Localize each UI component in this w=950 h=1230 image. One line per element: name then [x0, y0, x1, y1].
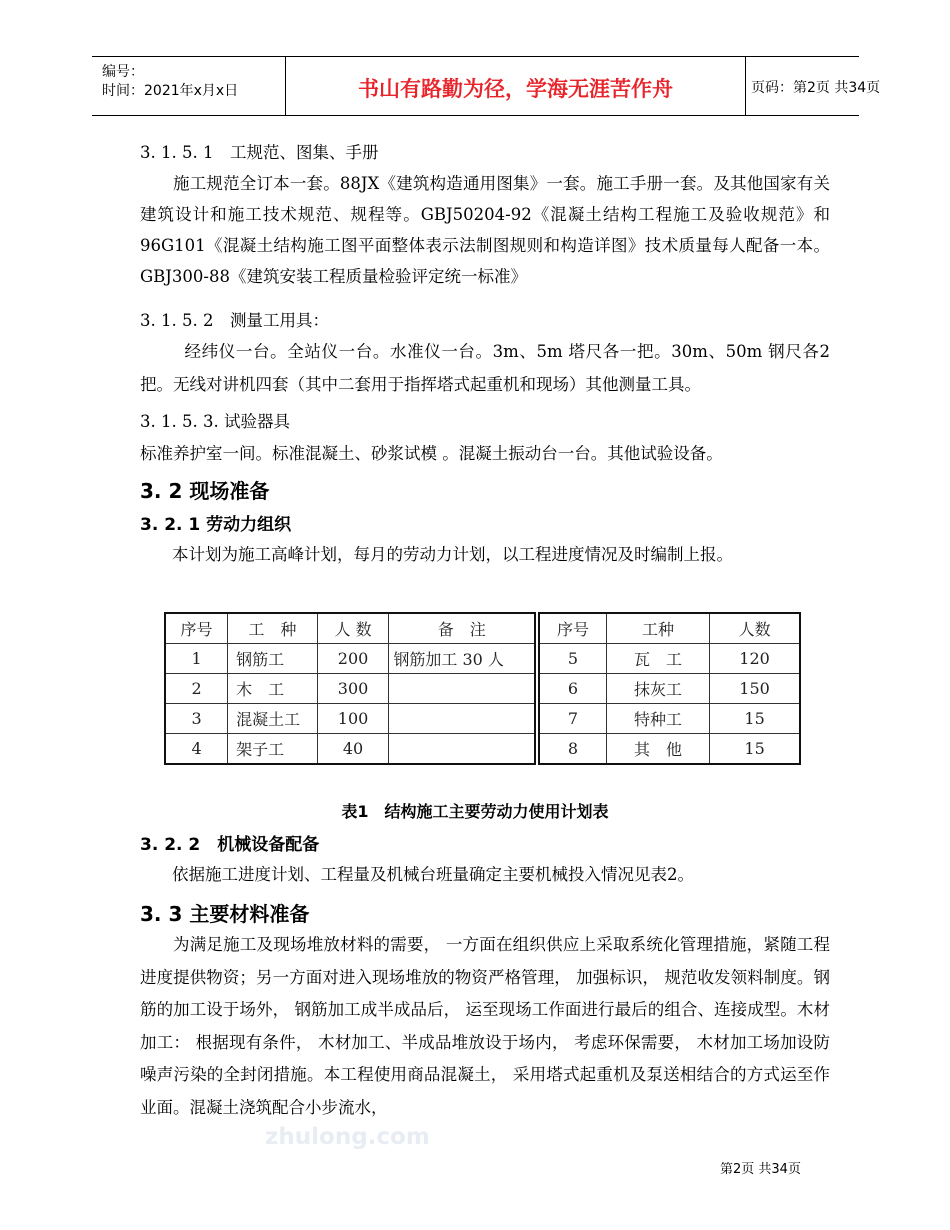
section-3153-heading: 3. 1. 5. 3. 试验器具 [140, 412, 290, 431]
table-cell: 瓦 工 [606, 644, 709, 674]
header-cell: 序号 [539, 613, 606, 644]
table-cell: 2 [165, 674, 228, 704]
section-33-heading: 3. 3 主要材料准备 [140, 902, 310, 926]
table-cell: 8 [539, 734, 606, 765]
header-cell: 人数 [710, 613, 800, 644]
table-cell: 15 [710, 704, 800, 734]
section-3151-heading: 3. 1. 5. 1 工规范、图集、手册 [140, 143, 379, 162]
header-motto-cell [285, 57, 746, 115]
table-cell: 混凝土工 [228, 704, 318, 734]
table-cell: 木 工 [228, 674, 318, 704]
table-cell: 300 [317, 674, 389, 704]
header-cell: 序号 [165, 613, 228, 644]
section-3151-paragraph: 施工规范全订本一套。88JX《建筑构造通用图集》一套。施工手册一套。及其他国家有关建筑设计和施工技术规范、规程等。GBJ50204-92《混凝土结构工程施工及验收规范》和96G101《混凝土结构施工图平面整体表示法制图规则和构造详图》技术质量每人配备一本。GBJ300-88《建筑安装工程质量检验评定统一标准》 [140, 174, 830, 286]
table-row [539, 704, 800, 734]
table-cell: 架子工 [228, 734, 318, 765]
header-cell: 备 注 [389, 613, 535, 644]
footer-page-number: 第2页 共34页 [720, 1162, 801, 1177]
section-322-paragraph: 依据施工进度计划、工程量及机械台班量确定主要机械投入情况见表2。 [172, 865, 694, 884]
table-cell: 3 [165, 704, 228, 734]
labor-table [164, 612, 801, 775]
table-cell: 120 [710, 644, 800, 674]
table-cell: 150 [710, 674, 800, 704]
table-cell: 7 [539, 704, 606, 734]
table-header-row [539, 613, 800, 644]
section-3152-heading: 3. 1. 5. 2 测量工用具： [140, 311, 329, 330]
table-row [539, 674, 800, 704]
table-cell: 15 [710, 734, 800, 765]
table-cell: 5 [539, 644, 606, 674]
table-cell: 钢筋工 [228, 644, 318, 674]
header-page-cell [745, 57, 881, 115]
table-cell: 抹灰工 [606, 674, 709, 704]
time-label: 时间：2021年x月x日 [102, 83, 239, 99]
table-row [165, 734, 535, 765]
table-cell: 其 他 [606, 734, 709, 765]
table-cell [389, 734, 535, 765]
section-32-heading: 3. 2 现场准备 [140, 479, 270, 503]
page-header [92, 56, 881, 116]
section-321-paragraph: 本计划为施工高峰计划，每月的劳动力计划，以工程进度情况及时编制上报。 [172, 545, 733, 564]
table-cell: 1 [165, 644, 228, 674]
table-cell: 特种工 [606, 704, 709, 734]
section-322-heading: 3. 2. 2 机械设备配备 [140, 835, 320, 855]
table-row [165, 704, 535, 734]
table-cell: 钢筋加工 30 人 [389, 644, 535, 674]
table-cell: 200 [317, 644, 389, 674]
section-321-heading: 3. 2. 1 劳动力组织 [140, 515, 292, 535]
header-cell: 工 种 [228, 613, 318, 644]
table-cell: 100 [317, 704, 389, 734]
header-cell: 工种 [606, 613, 709, 644]
header-cell: 人 数 [317, 613, 389, 644]
table-cell: 40 [317, 734, 389, 765]
labor-table-left [164, 612, 536, 765]
section-3153-paragraph: 标准养护室一间。标准混凝土、砂浆试模 。混凝土振动台一台。其他试验设备。 [140, 444, 723, 463]
table-row [165, 674, 535, 704]
section-33-paragraph: 为满足施工及现场堆放材料的需要， 一方面在组织供应上采取系统化管理措施，紧随工程进度提供物资；另一方面对进入现场堆放的物资严格管理， 加强标识， 规范收发领料制度。钢筋的加工设于场外， 钢筋加工成半成品后， 运至现场工作面进行最后的组合、连接成型。木材加工： 根据现有条件， 木材加工、半成品堆放设于场内， 考虑环保需要， 木材加工场加设防噪声污染的全封闭措施。本工程使用商品混凝土， 采用塔式起重机及泵送相结合的方式运至作业面。混凝土浇筑配合小步流水， [140, 935, 830, 1117]
table-header-row [165, 613, 535, 644]
labor-table-right [538, 612, 801, 765]
watermark: zhulong.com [265, 1124, 430, 1150]
code-label: 编号： [102, 64, 144, 80]
table-row [165, 644, 535, 674]
header-meta-cell [92, 57, 285, 115]
table-row [539, 734, 800, 765]
table-cell [389, 704, 535, 734]
table-cell: 4 [165, 734, 228, 765]
section-3152-paragraph: 经纬仪一台。全站仪一台。水准仪一台。3m、5m 塔尺各一把。30m、50m 钢尺各2把。无线对讲机四套（其中二套用于指挥塔式起重机和现场）其他测量工具。 [140, 342, 830, 394]
table-cell [389, 674, 535, 704]
page-number-label: 页码：第2页 共34页 [751, 80, 881, 96]
table-row [539, 644, 800, 674]
motto-text: 书山有路勤为径，学海无涯苦作舟 [358, 77, 673, 101]
table-caption: 表1 结构施工主要劳动力使用计划表 [341, 802, 609, 821]
table-cell: 6 [539, 674, 606, 704]
